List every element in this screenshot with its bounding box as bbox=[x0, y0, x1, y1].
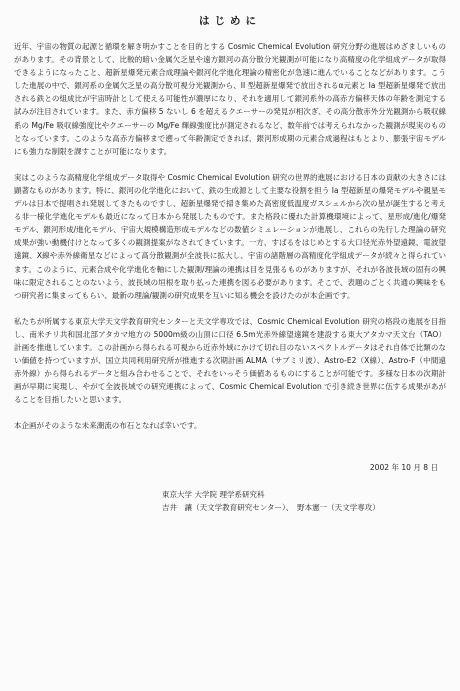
paragraph-2: 実はこのような高精度化学組成データ取得や Cosmic Chemical Evolution 研究の世界的進展における日本の貢献の大きさには顕著なものがあります。特に、銀河の化学進化において、鉄の生成源として主要な役割を担う Ia 型超新星の爆発モデルや親星モデルは日本で提唱され発展してきたものですし、超新星爆発で掃き集めた高密度低温度ガスシェルから次の星が誕生すると考える非一様化学進化モデルも最近になって日本から発展したものです。また格段に優れた計算機環境によって、星形成/進化/爆発モデル、銀河形成/進化モデル、宇宙大規模構造形成モデルなどの数値シミュレーションが進展し、これらの先行した理論の研究成果が強い動機付けとなって多くの観測提案がなされてきています。一方、すばるをはじめとする大口径光赤外望遠鏡、電波望遠鏡、X線や赤外線衛星などによって高分散観測が全波長に拡大し、宇宙の諸階層の高精度化学組成データが続々と得られています。このように、元素合成や化学進化を軸にした観測/理論の連携は目を見張るものがありますが、それが各波長域の固有の興味に限定されることのないよう、波長域の垣根を取り払った連携を図る必要があります。そこで、表題のごとく共通の興味をもつ研究者に集まってもらい、最新の理論/観測の研究成果を互いに知る機会を設けたのが本企画です。 bbox=[14, 172, 446, 300]
paragraph-1: 近年、宇宙の物質の起源と循環を解き明かすことを目的とする Cosmic Chemical Evolution 研究分野の進展はめざましいものがあります。その背景として、比較的暗い金属欠乏星や遠方銀河の高分散分光観測が可能になり高精度の化学組成データが取得できるようになったこと、超新星爆発元素合成理論や銀河化学進化理論の精密化が急速に進んでいることなどがあります。こうした進展の中で、銀河系の金属欠乏星の高分散可視分光観測から、II 型超新星爆発で放出されるα元素と Ia 型超新星爆発で放出される鉄との組成比が宇宙時計として使える可能性が濃厚になり、それを適用して銀河系外の高赤方偏移天体の年齢を測定する試みが注目されています。また、赤方偏移 5 ないし 6 を超えるクエーサーの発見が相次ぎ、その高分散赤外分光観測から吸収線系の Mg/Fe 吸収線強度比やクエーサーの Mg/Fe 輝線強度比が測定されるなど、数年前では考えられなかった観測が現実のものとなっています。このような高赤方偏移まで遡って年齢測定できれば、銀河形成期の元素合成過程はもとより、膨張宇宙モデルにも強力な制限を課すことが可能になります。 bbox=[14, 42, 446, 156]
signature-affiliation: 東京大学 大学院 理学系研究科 bbox=[162, 489, 265, 499]
paragraph-3: 私たちが所属する東京大学天文学教育研究センターと天文学専攻では、Cosmic Chemical Evolution 研究の格段の進展を目指し、南米チリ共和国北部アタカマ地方の 5000m級の山頂に口径 6.5m光赤外線望遠鏡を建設する東大アタカマ天文台（TAO）計画を推進しています。この計画から得られる可視から近赤外域にかけて切れ目のないスペクトルデータはそれ自体で比類のない価値を持つていますが、国立共同利用研究所が推進する次期計画 ALMA（サブミリ波）、Astro-E2（X線）、Astro-F（中間遠赤外線）から得られるデータと組み合わせることで、それをいっそう価値あるものにすることが可能です。多様な日本の次期計画が早期に実現し、やがて全波長域での研究連携によって、Cosmic Chemical Evolution で引き続き世界に伍する成果があがることを目指したいと思います。 bbox=[14, 316, 446, 405]
signature-block bbox=[14, 488, 446, 514]
date-line: 2002 年 10 月 8 日 bbox=[369, 462, 438, 472]
signature-authors: 吉井 讓（天文学教育研究センター）、 野本憲一（天文学専攻） bbox=[162, 502, 380, 512]
page-title: はじめに bbox=[199, 15, 261, 27]
paragraph-4: 本企画がそのような未来潮流の布石となれば幸いです。 bbox=[14, 421, 202, 431]
